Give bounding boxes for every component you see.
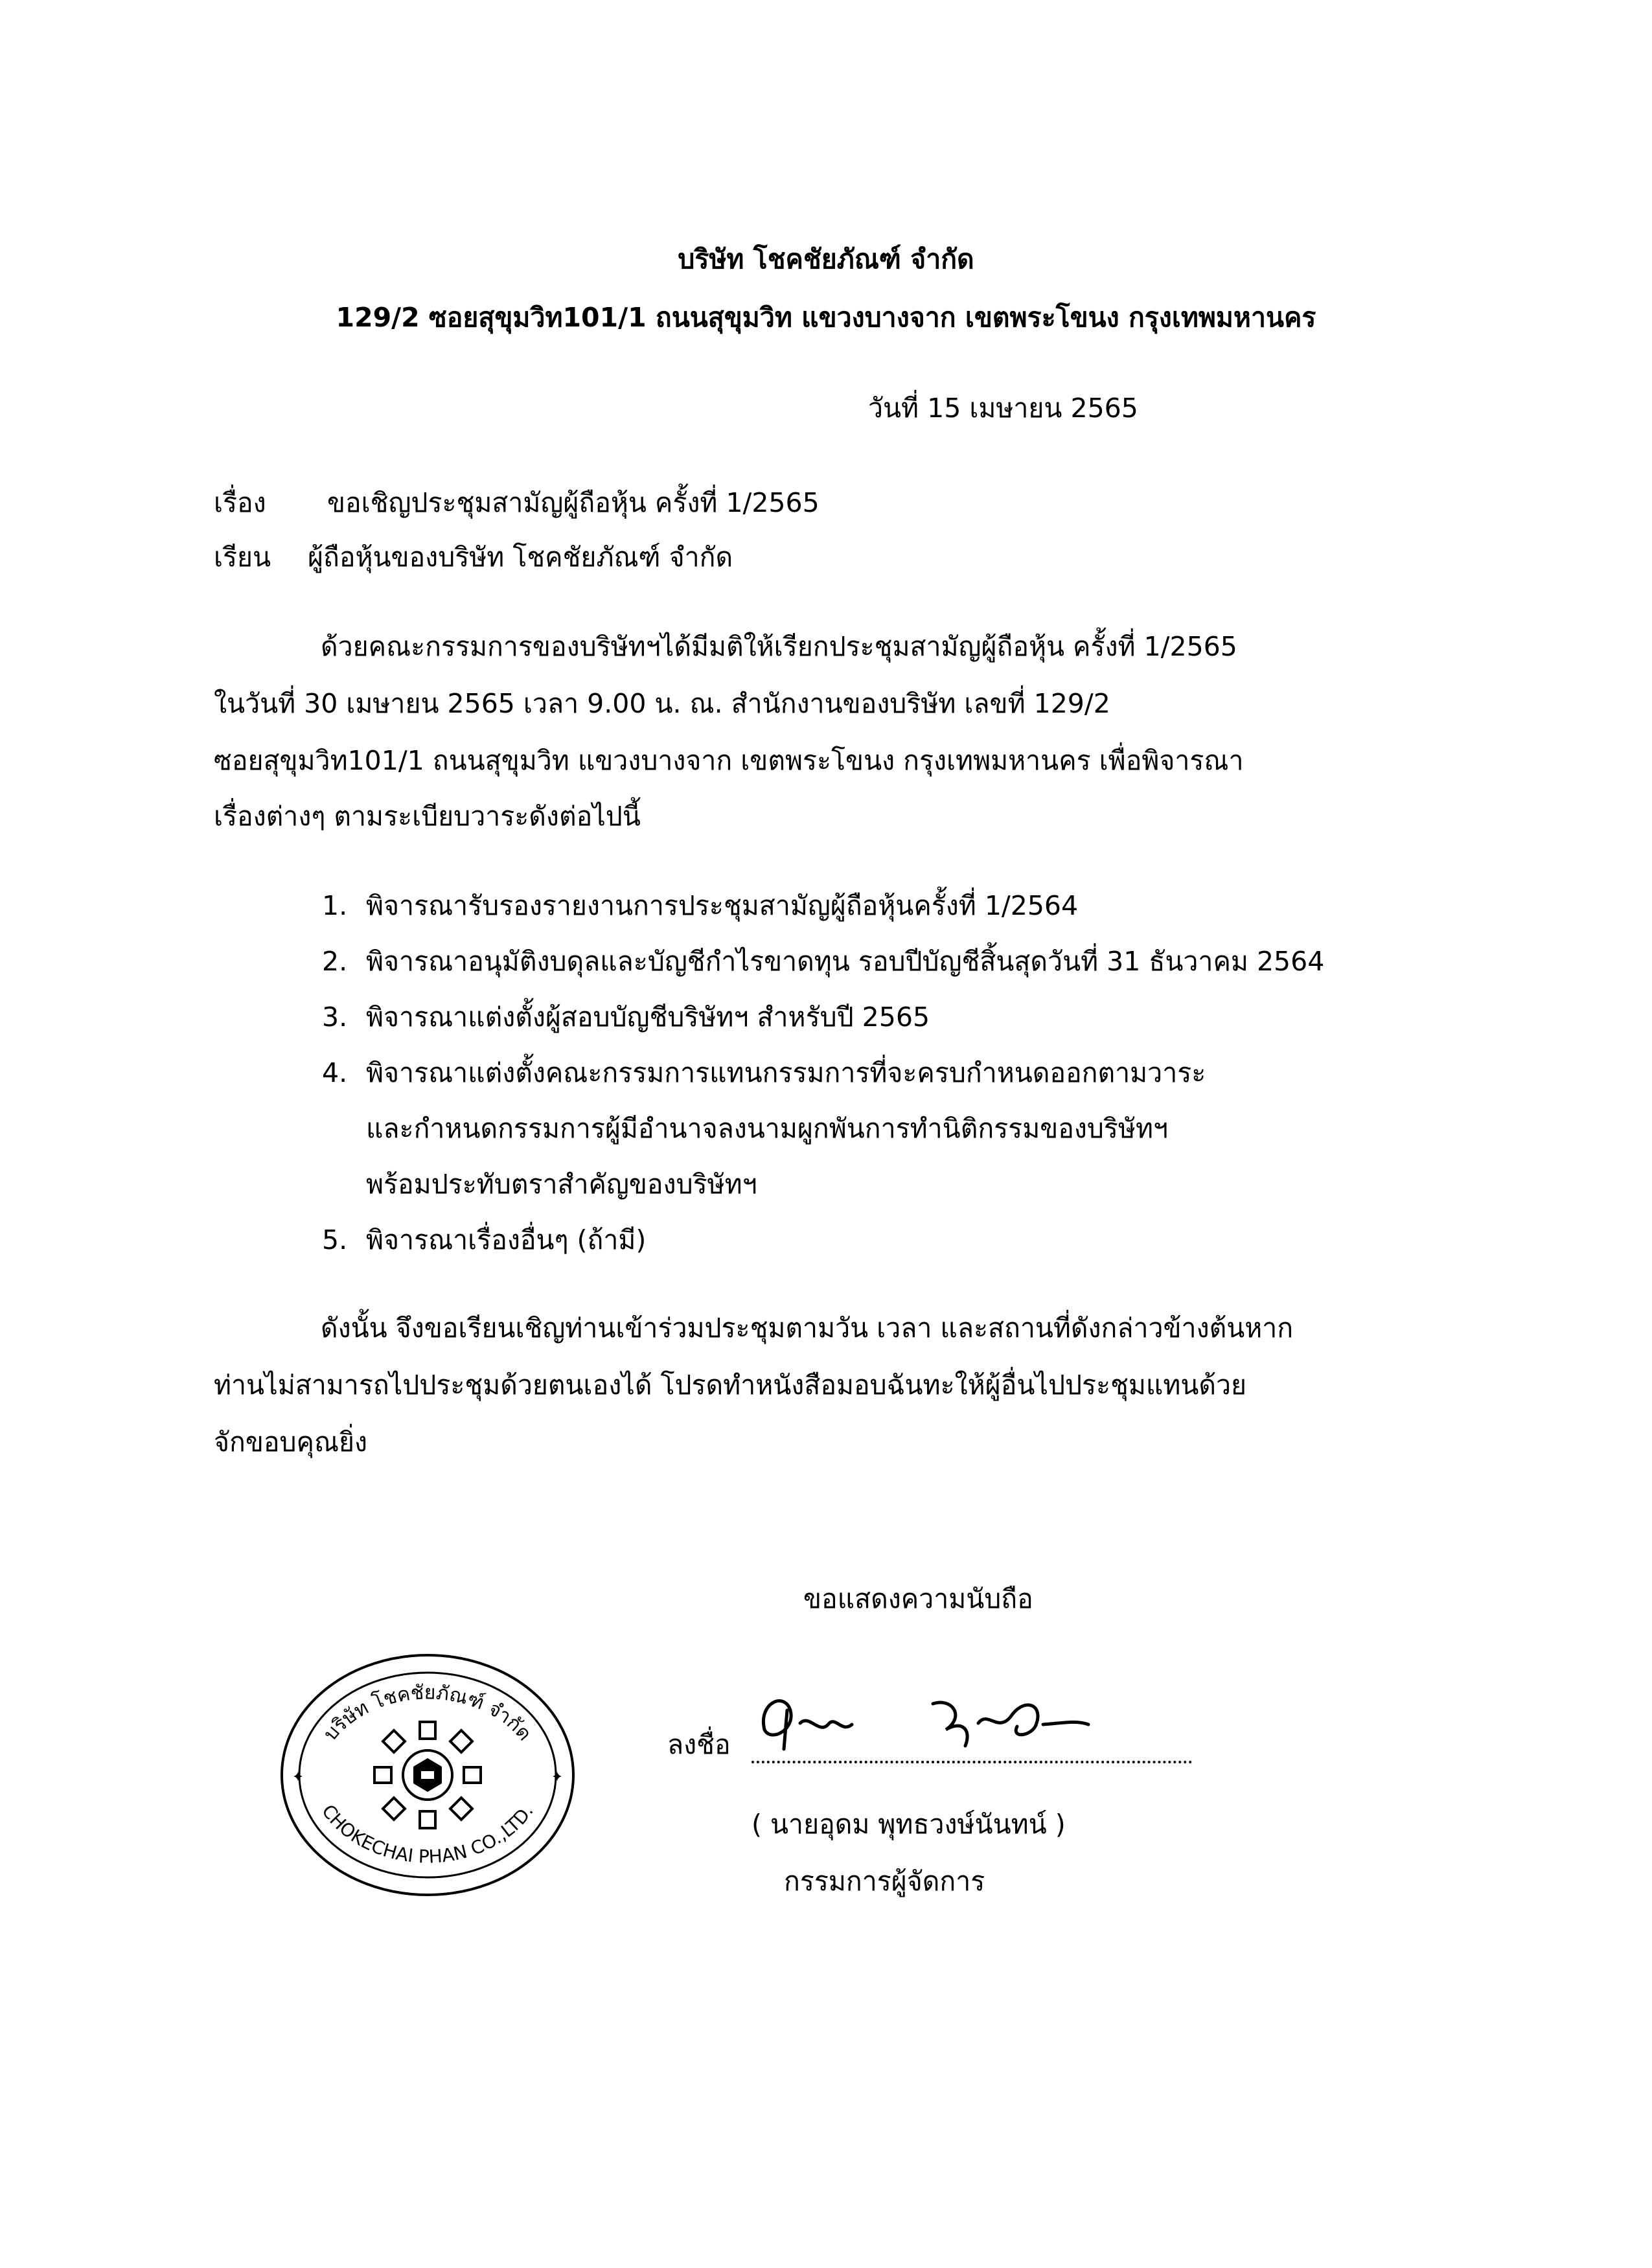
recipient-text: ผู้ถือหุ้นของบริษัท โชคชัยภัณฑ์ จำกัด: [308, 542, 733, 573]
signature-label: ลงชื่อ: [667, 1729, 731, 1760]
stamp-bottom-text: CHOKECHAI PHAN CO.,LTD.: [317, 1800, 538, 1868]
signer-title: กรรมการผู้จัดการ: [784, 1866, 985, 1897]
sign-off: ขอแสดงความนับถือ: [803, 1583, 1033, 1614]
signature-line: [751, 1761, 1192, 1763]
intro-line: ในวันที่ 30 เมษายน 2565 เวลา 9.00 น. ณ. สำนักงานของบริษัท เลขที่ 129/2: [214, 688, 1110, 719]
agenda-number: 3.: [322, 1002, 348, 1033]
agenda-number: 2.: [322, 946, 348, 977]
company-stamp: [272, 1645, 583, 1905]
svg-text:✦: ✦: [551, 1769, 564, 1785]
agenda-item-continuation: พร้อมประทับตราสำคัญของบริษัทฯ: [366, 1169, 757, 1200]
gear-logo-icon: [374, 1722, 481, 1828]
stamp-top-text: บริษัท โชคชัยภัณฑ์ จำกัด: [319, 1681, 536, 1746]
company-address: 129/2 ซอยสุขุมวิท101/1 ถนนสุขุมวิท แขวงบางจาก เขตพระโขนง กรุงเทพมหานคร: [336, 302, 1316, 333]
intro-line: ซอยสุขุมวิท101/1 ถนนสุขุมวิท แขวงบางจาก เขตพระโขนง กรุงเทพมหานคร เพื่อพิจารณา: [214, 745, 1244, 776]
closing-line: ท่านไม่สามารถไปประชุมด้วยตนเองได้ โปรดทำหนังสือมอบฉันทะให้ผู้อื่นไปประชุมแทนด้วย: [214, 1369, 1247, 1401]
letter-date: วันที่ 15 เมษายน 2565: [868, 393, 1138, 424]
agenda-item: พิจารณาแต่งตั้งผู้สอบบัญชีบริษัทฯ สำหรับปี 2565: [366, 1002, 930, 1033]
agenda-number: 5.: [322, 1224, 348, 1255]
agenda-number: 4.: [322, 1057, 348, 1088]
svg-text:✦: ✦: [292, 1769, 304, 1785]
handwritten-signature: [739, 1684, 1101, 1756]
intro-line: เรื่องต่างๆ ตามระเบียบวาระดังต่อไปนี้: [214, 801, 641, 832]
subject-text: ขอเชิญประชุมสามัญผู้ถือหุ้น ครั้งที่ 1/2565: [327, 487, 820, 518]
agenda-item: พิจารณารับรองรายงานการประชุมสามัญผู้ถือหุ้นครั้งที่ 1/2564: [366, 890, 1079, 921]
agenda-item: พิจารณาแต่งตั้งคณะกรรมการแทนกรรมการที่จะครบกำหนดออกตามวาระ: [366, 1057, 1206, 1088]
agenda-item-continuation: และกำหนดกรรมการผู้มีอำนาจลงนามผูกพันการทำนิติกรรมของบริษัทฯ: [366, 1113, 1169, 1144]
signer-name: ( นายอุดม พุทธวงษ์นันทน์ ): [751, 1809, 1066, 1840]
subject-label: เรื่อง: [214, 487, 266, 518]
agenda-item: พิจารณาเรื่องอื่นๆ (ถ้ามี): [366, 1224, 647, 1255]
agenda-number: 1.: [322, 890, 348, 921]
recipient-label: เรียน: [214, 542, 271, 573]
intro-line: ด้วยคณะกรรมการของบริษัทฯได้มีมติให้เรียกประชุมสามัญผู้ถือหุ้น ครั้งที่ 1/2565: [321, 631, 1237, 662]
closing-line: ดังนั้น จึงขอเรียนเชิญท่านเข้าร่วมประชุมตามวัน เวลา และสถานที่ดังกล่าวข้างต้นหาก: [321, 1312, 1294, 1344]
agenda-item: พิจารณาอนุมัติงบดุลและบัญชีกำไรขาดทุน รอบปีบัญชีสิ้นสุดวันที่ 31 ธันวาคม 2564: [366, 946, 1325, 977]
closing-line: จักขอบคุณยิ่ง: [214, 1426, 368, 1458]
company-name: บริษัท โชคชัยภัณฑ์ จำกัด: [678, 244, 974, 275]
